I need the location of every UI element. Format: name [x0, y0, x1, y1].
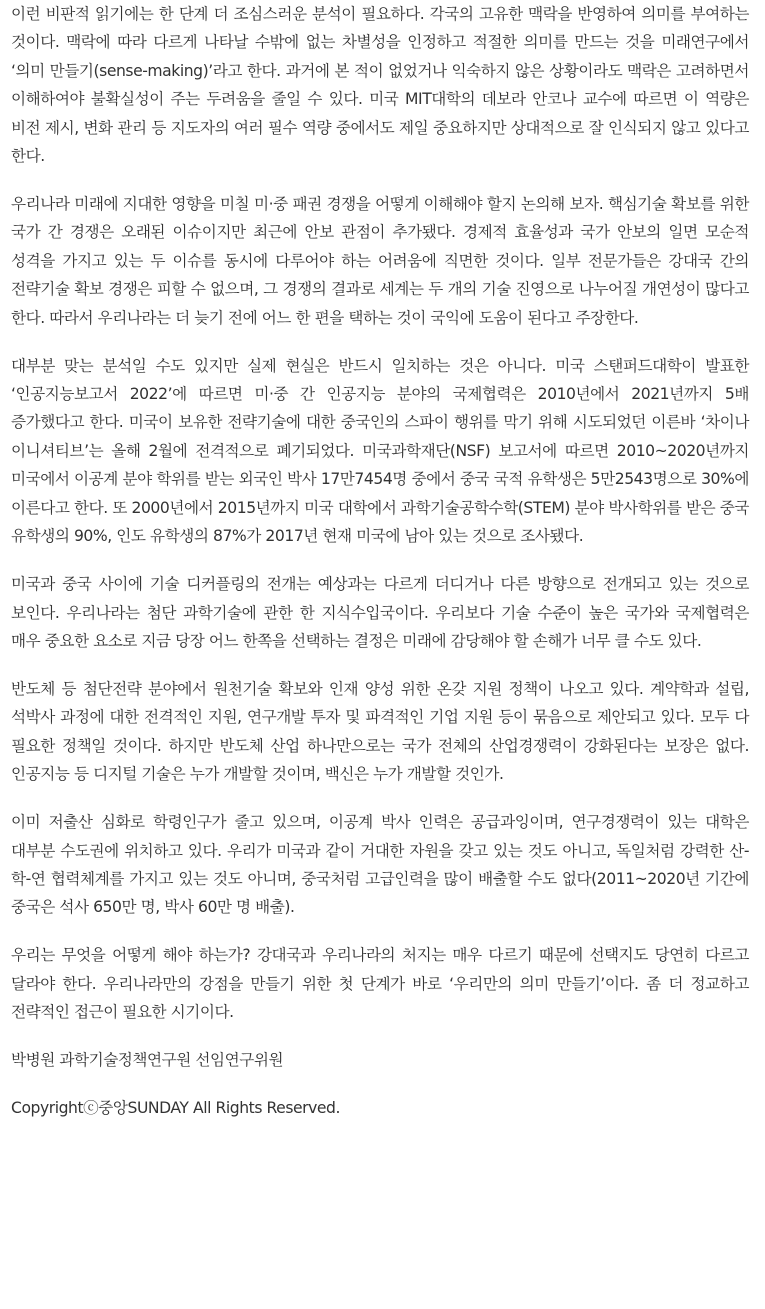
- article-paragraph-5: 반도체 등 첨단전략 분야에서 원천기술 확보와 인재 양성 위한 온갖 지원 정책이 나오고 있다. 계약학과 설립, 석박사 과정에 대한 전격적인 지원, 연구개발 투자 및 파격적인 기업 지원 등이 묶음으로 제안되고 있다. 모두 다 필요한 정책일 것이다. 하지만 반도체 산업 하나만으로는 국가 전체의 산업경쟁력이 강화된다는 보장은 없다. 인공지능 등 디지털 기술은 누가 개발할 것이며, 백신은 누가 개발할 것인가.: [11, 679, 749, 784]
- article-paragraph-2: 우리나라 미래에 지대한 영향을 미칠 미·중 패권 경쟁을 어떻게 이해해야 할지 논의해 보자. 핵심기술 확보를 위한 국가 간 경쟁은 오래된 이슈이지만 최근에 안보 관점이 추가됐다. 경제적 효율성과 국가 안보의 일면 모순적 성격을 가지고 있는 두 이슈를 동시에 다루어야 하는 어려움에 직면한 것이다. 일부 전문가들은 강대국 간의 전략기술 확보 경쟁은 피할 수 없으며, 그 경쟁의 결과로 세계는 두 개의 기술 진영으로 나누어질 개연성이 많다고 한다. 따라서 우리나라는 더 늦기 전에 어느 한 편을 택하는 것이 국익에 도움이 된다고 주장한다.: [11, 195, 749, 327]
- article-paragraph-7: 우리는 무엇을 어떻게 해야 하는가? 강대국과 우리나라의 처지는 매우 다르기 때문에 선택지도 당연히 다르고 달라야 한다. 우리나라만의 강점을 만들기 위한 첫 단계가 바로 ‘우리만의 의미 만들기’이다. 좀 더 정교하고 전략적인 접근이 필요한 시기이다.: [11, 946, 749, 1022]
- article-paragraph-3: 대부분 맞는 분석일 수도 있지만 실제 현실은 반드시 일치하는 것은 아니다. 미국 스탠퍼드대학이 발표한 ‘인공지능보고서 2022’에 따르면 미·중 간 인공지능 분야의 국제협력은 2010년에서 2021년까지 5배 증가했다고 한다. 미국이 보유한 전략기술에 대한 중국인의 스파이 행위를 막기 위해 시도되었던 이른바 ‘차이나 이니셔티브’는 올해 2월에 전격적으로 폐기되었다. 미국과학재단(NSF) 보고서에 따르면 2010~2020년까지 미국에서 이공계 분야 학위를 받는 외국인 박사 17만7454명 중에서 중국 국적 유학생은 5만2543명으로 30%에 이른다고 한다. 또 2000년에서 2015년까지 미국 대학에서 과학기술공학수학(STEM) 분야 박사학위를 받은 중국 유학생의 90%, 인도 유학생의 87%가 2017년 현재 미국에 남아 있는 것으로 조사됐다.: [11, 356, 749, 546]
- article-paragraph-4: 미국과 중국 사이에 기술 디커플링의 전개는 예상과는 다르게 더디거나 다른 방향으로 전개되고 있는 것으로 보인다. 우리나라는 첨단 과학기술에 관한 한 지식수입국이다. 우리보다 기술 수준이 높은 국가와 국제협력은 매우 중요한 요소로 지금 당장 어느 한쪽을 선택하는 결정은 미래에 감당해야 할 손해가 너무 클 수도 있다.: [11, 575, 749, 650]
- article-paragraph-1: 이런 비판적 읽기에는 한 단계 더 조심스러운 분석이 필요하다. 각국의 고유한 맥락을 반영하여 의미를 부여하는 것이다. 맥락에 따라 다르게 나타날 수밖에 없는 차별성을 인정하고 적절한 의미를 만드는 것을 미래연구에서 ‘의미 만들기(sense-making)’라고 한다. 과거에 본 적이 없었거나 익숙하지 않은 상황이라도 맥락은 고려하면서 이해하여야 불확실성이 주는 두려움을 줄일 수 있다. 미국 MIT대학의 데보라 안코나 교수에 따르면 이 역량은 비전 제시, 변화 관리 등 지도자의 여러 필수 역량 중에서도 제일 중요하지만 상대적으로 잘 인식되지 않고 있다고 한다.: [11, 5, 749, 166]
- copyright-notice: Copyrightⓒ중앙SUNDAY All Rights Reserved.: [11, 1099, 340, 1118]
- article-body: [11, 0, 749, 1123]
- article-paragraph-6: 이미 저출산 심화로 학령인구가 줄고 있으며, 이공계 박사 인력은 공급과잉이며, 연구경쟁력이 있는 대학은 대부분 수도권에 위치하고 있다. 우리가 미국과 같이 거대한 자원을 갖고 있는 것도 아니고, 독일처럼 강력한 산-학-연 협력체계를 가지고 있는 것도 아니며, 중국처럼 고급인력을 많이 배출할 수도 없다(2011~2020년 기간에 중국은 석사 650만 명, 박사 60만 명 배출).: [11, 813, 749, 917]
- author-byline: 박병원 과학기술정책연구원 선임연구위원: [11, 1051, 284, 1070]
